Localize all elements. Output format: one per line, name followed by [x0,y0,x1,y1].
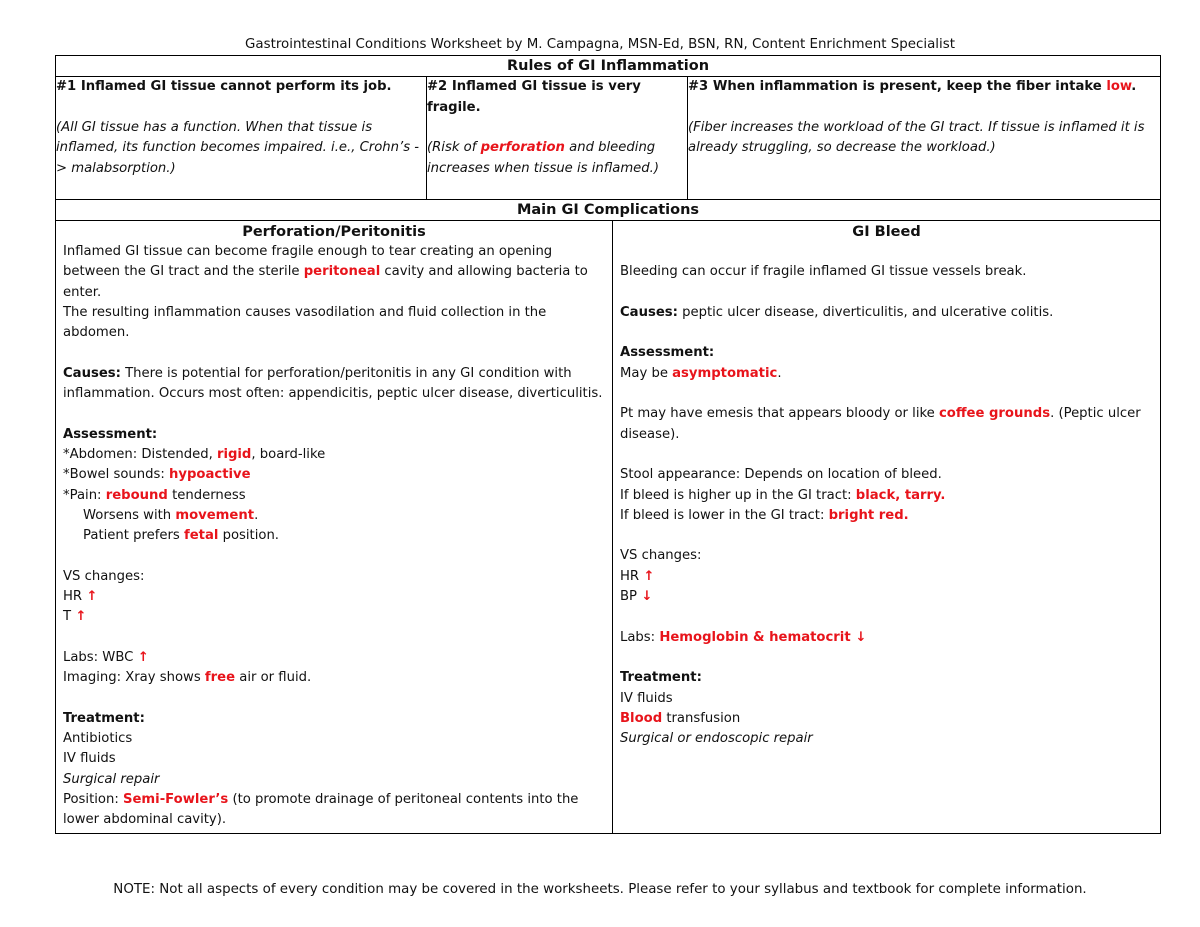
stool-line: Stool appearance: Depends on location of bleed. [620,467,942,483]
perforation-temp: T ↑ [63,609,87,625]
asymptomatic-line: May be asymptomatic. [620,365,782,381]
footnote: NOTE: Not all aspects of every condition may be covered in the worksheets. Please refer to your syllabus and textbook for complete information. [113,882,1087,897]
rule-3-body: (Fiber increases the workload of the GI tract. If tissue is inflamed it is already struggling, so decrease the workload.) [688,119,1145,155]
rule-3-cell [688,77,1161,200]
arrow-up-icon: ↑ [643,568,655,584]
bleed-labs: Labs: Hemoglobin & hematocrit ↓ [620,629,867,645]
bleed-hr: HR ↑ [620,568,655,584]
abdomen-line: *Abdomen: Distended, rigid, board-like [63,446,326,462]
perforation-intro: Inflamed GI tissue can become fragile enough to tear creating an opening between the GI tract and the sterile peritoneal cavity and allowing bacteria to enter. [63,244,588,300]
rule-3-heading: #3 When inflammation is present, keep the fiber intake low. [688,79,1137,94]
bleed-intro: Bleeding can occur if fragile inflamed GI tissue vessels break. [620,264,1027,280]
pain-line: *Pain: rebound tenderness [63,487,246,503]
perforation-treatment-label: Treatment: [63,710,145,726]
treatment-surgical-repair: Surgical repair [63,771,160,787]
complications-heading: Main GI Complications [56,200,1161,221]
low-highlight: low [1106,79,1132,94]
gi-bleed-title: GI Bleed [852,224,921,240]
rule-2-body: (Risk of perforation and bleeding increases when tissue is inflamed.) [427,140,659,176]
treatment-antibiotics: Antibiotics [63,731,133,747]
arrow-up-icon: ↑ [86,589,98,605]
bleed-treatment-repair: Surgical or endoscopic repair [620,731,813,747]
treatment-iv-fluids: IV fluids [63,751,116,767]
bowel-sounds-line: *Bowel sounds: hypoactive [63,467,251,483]
bleed-vs-label: VS changes: [620,548,702,564]
rule-2-cell [427,77,688,200]
worsens-line: Worsens with movement. [83,507,259,523]
rule-2-heading: #2 Inflamed GI tissue is very fragile. [427,79,641,115]
bleed-treatment-iv: IV fluids [620,690,673,706]
rule-1-body: (All GI tissue has a function. When that tissue is inflamed, its function becomes impaired. i.e., Crohn’s -> malabsorption.) [56,119,420,176]
emesis-line: Pt may have emesis that appears bloody or like coffee grounds. (Peptic ulcer disease). [620,406,1141,442]
perforation-assessment-label: Assessment: [63,426,158,442]
treatment-position: Position: Semi-Fowler’s (to promote drainage of peritoneal contents into the lower abdominal cavity). [63,792,579,828]
gi-bleed-column [613,221,1161,834]
arrow-up-icon: ↑ [75,609,87,625]
bleed-causes: Causes: peptic ulcer disease, diverticulitis, and ulcerative colitis. [620,304,1054,320]
rule-1-cell [56,77,427,200]
lower-bleed-line: If bleed is lower in the GI tract: bright red. [620,507,909,523]
rules-heading: Rules of GI Inflammation [56,56,1161,77]
perforation-hr: HR ↑ [63,589,98,605]
perforation-highlight: perforation [480,140,565,155]
bleed-treatment-blood: Blood transfusion [620,710,741,726]
perforation-labs: Labs: WBC ↑ [63,649,149,665]
perforation-intro-2: The resulting inflammation causes vasodilation and fluid collection in the abdomen. [63,304,547,341]
arrow-up-icon: ↑ [137,649,149,665]
perforation-title: Perforation/Peritonitis [242,224,426,240]
bleed-bp: BP ↓ [620,589,653,605]
bleed-assessment-label: Assessment: [620,345,715,361]
bleed-treatment-label: Treatment: [620,670,702,686]
fetal-position-line: Patient prefers fetal position. [83,528,279,544]
perforation-vs-label: VS changes: [63,568,145,584]
perforation-causes: Causes: There is potential for perforation/peritonitis in any GI condition with inflammation. Occurs most often: appendicitis, peptic ulcer disease, diverticulitis. [63,365,603,402]
perforation-imaging: Imaging: Xray shows free air or fluid. [63,670,312,686]
perforation-column [56,221,613,834]
arrow-down-icon: ↓ [641,589,653,605]
worksheet-title: Gastrointestinal Conditions Worksheet by M. Campagna, MSN-Ed, BSN, RN, Content Enrichment Specialist [245,37,955,52]
worksheet-table [55,55,1161,834]
higher-bleed-line: If bleed is higher up in the GI tract: black, tarry. [620,487,946,503]
rule-1-heading: #1 Inflamed GI tissue cannot perform its job. [56,79,392,94]
